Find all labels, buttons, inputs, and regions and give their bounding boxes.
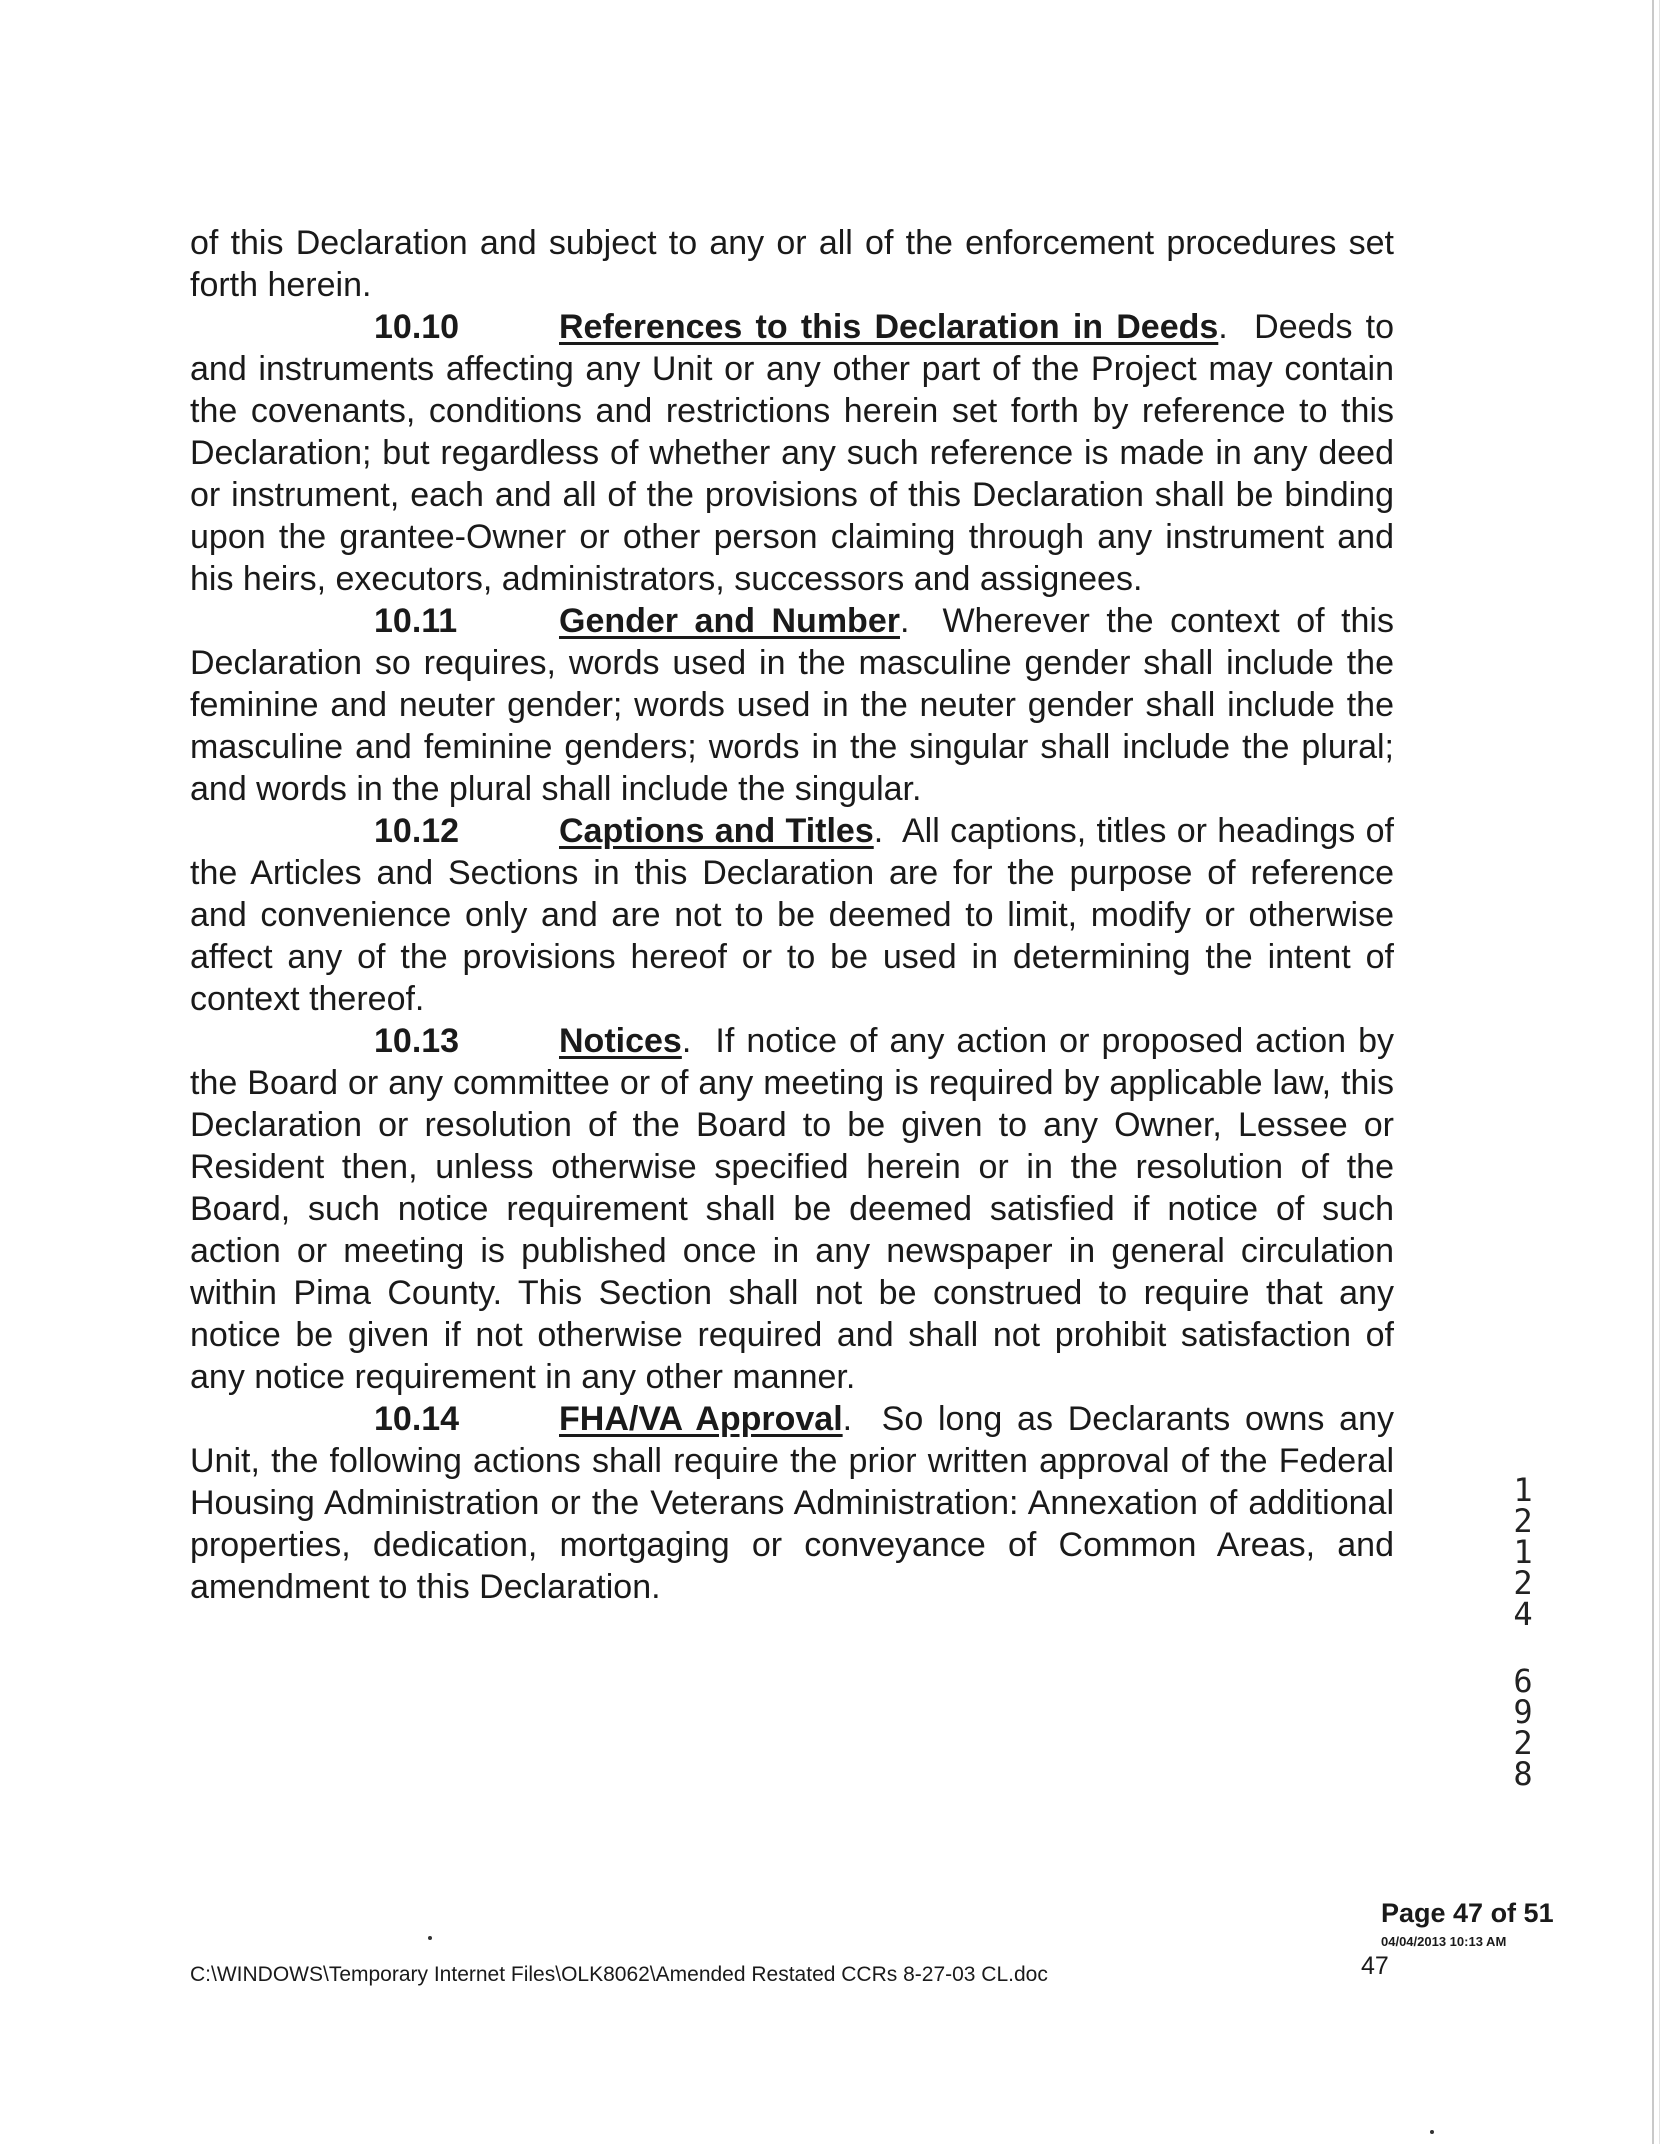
scan-edge-line-secondary [1659, 0, 1660, 2144]
section-10-14 [190, 1398, 1394, 1608]
stamp-digit: 1 [1513, 1471, 1533, 1509]
title-period: . [842, 1400, 853, 1438]
stamp-digit: 2 [1513, 1564, 1533, 1602]
file-path-footer: C:\WINDOWS\Temporary Internet Files\OLK8062\Amended Restated CCRs 8-27-03 CL.doc [190, 1963, 1048, 1986]
print-timestamp: 04/04/2013 10:13 AM [1381, 1934, 1507, 1949]
section-10-11 [190, 600, 1394, 810]
section-number: 10.11 [374, 602, 458, 640]
section-number: 10.13 [374, 1022, 460, 1060]
section-title: Notices [559, 1022, 682, 1060]
scan-edge-line [1652, 0, 1654, 2144]
page-number: 47 [1361, 1952, 1389, 1980]
section-title: Captions and Titles [559, 812, 874, 850]
section-title: FHA/VA Approval [559, 1400, 843, 1438]
document-body [190, 222, 1394, 1608]
stamp-digit: 2 [1513, 1502, 1533, 1540]
title-period: . [873, 812, 884, 850]
stamp-digit: 6 [1513, 1662, 1533, 1700]
section-number: 10.14 [374, 1400, 460, 1438]
title-period: . [899, 602, 910, 640]
section-body: All captions, titles or headings of the Articles and Sections in this Declaration are for the purpose of reference and convenience only and are not to be deemed to limit, modify or otherwise affect any of the provisions hereof or to be used in determining the intent of context thereof. [190, 812, 1394, 1018]
section-number: 10.12 [374, 812, 460, 850]
stamp-gap [1505, 1630, 1541, 1666]
section-number: 10.10 [374, 308, 460, 346]
stamp-digit: 8 [1513, 1755, 1533, 1793]
scan-speck [1430, 2130, 1434, 2134]
section-body: If notice of any action or proposed action by the Board or any committee or of any meeting is required by applicable law, this Declaration or resolution of the Board to be given to any Owner, Lessee or Resident then, unless otherwise specified herein or in the resolution of the Board, such notice requirement shall be deemed satisfied if notice of such action or meeting is published once in any newspaper in general circulation within Pima County. This Section shall not be construed to require that any notice be given if not otherwise required and shall not prohibit satisfaction of any notice requirement in any other manner. [190, 1022, 1394, 1396]
section-body: So long as Declarants owns any Unit, the following actions shall require the prior written approval of the Federal Housing Administration or the Veterans Administration: Annexation of additional properties, dedication, mortgaging or conveyance of Common Areas, and amendment to this Declaration. [190, 1400, 1394, 1606]
section-title: Gender and Number [559, 602, 900, 640]
scan-speck [428, 1936, 432, 1940]
section-body: Wherever the context of this Declaration so requires, words used in the masculine gender shall include the feminine and neuter gender; words used in the neuter gender shall include the masculine and feminine genders; words in the singular shall include the plural; and words in the plural shall include the singular. [190, 602, 1394, 808]
stamp-digit: 1 [1513, 1533, 1533, 1571]
section-title: References to this Declaration in Deeds [559, 308, 1219, 346]
section-10-12 [190, 810, 1394, 1020]
title-period: . [1218, 308, 1228, 346]
page-count-label: Page 47 of 51 [1381, 1898, 1554, 1928]
section-body: Deeds to and instruments affecting any Unit or any other part of the Project may contain the covenants, conditions and restrictions herein set forth by reference to this Declaration; but regardless of whether any such reference is made in any deed or instrument, each and all of the provisions of this Declaration shall be binding upon the grantee-Owner or other person claiming through any instrument and his heirs, executors, administrators, successors and assignees. [190, 308, 1394, 598]
title-period: . [681, 1022, 692, 1060]
recording-number-stamp [1505, 1471, 1541, 1793]
stamp-digit: 9 [1513, 1693, 1533, 1731]
intro-paragraph: of this Declaration and subject to any or all of the enforcement procedures set forth herein. [190, 224, 1394, 304]
stamp-digit: 2 [1513, 1724, 1533, 1762]
stamp-digit: 4 [1513, 1595, 1533, 1633]
section-10-13 [190, 1020, 1394, 1398]
section-10-10 [190, 306, 1394, 600]
